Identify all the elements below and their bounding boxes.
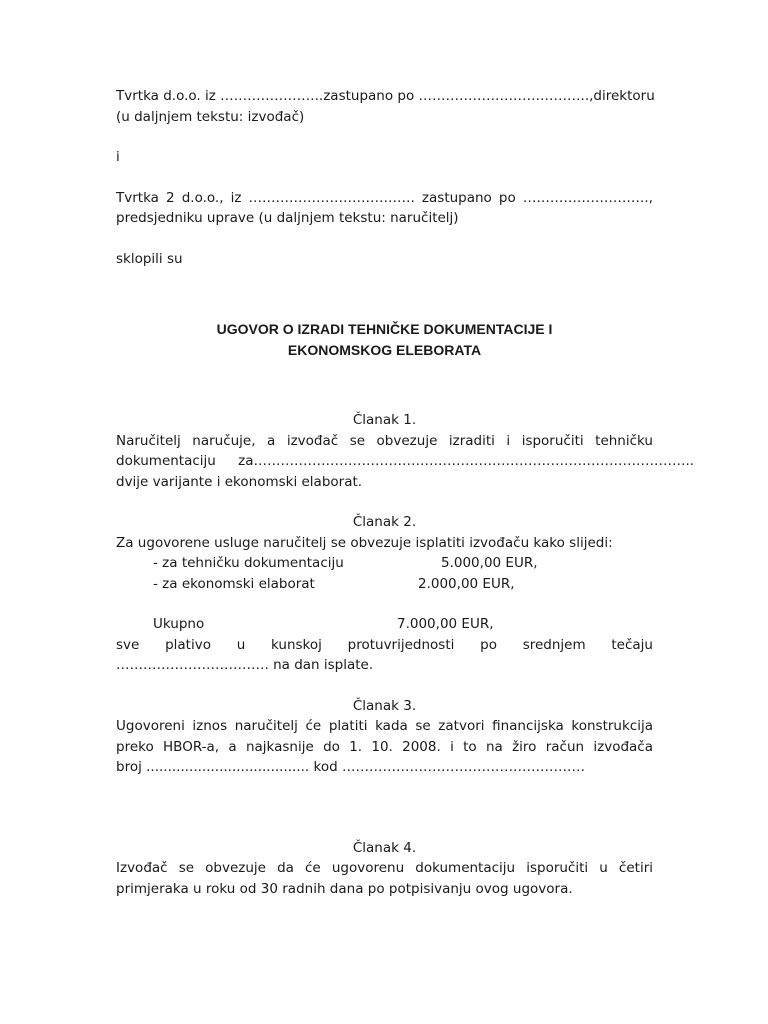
payment-word: protuvrijednosti	[347, 636, 455, 653]
contractor-role: direktoru	[593, 88, 655, 104]
payment-word: sve	[116, 636, 140, 653]
client-line-1	[116, 188, 653, 209]
payment-item-amount: 5.000,00 EUR,	[441, 555, 538, 571]
payment-word: tečaju	[611, 636, 653, 653]
client-word: zastupano	[421, 189, 492, 206]
article-2-intro: Za ugovorene usluge naručitelj se obvezuje isplatiti izvođaču kako slijedi:	[116, 534, 613, 551]
client-word: 2	[166, 189, 175, 206]
article-4-line-1: Izvođač se obvezuje da će ugovorenu dokumentaciju isporučiti u četiri	[116, 860, 653, 876]
article-4-heading: Članak 4.	[352, 839, 417, 856]
payment-total-amount: 7.000,00 EUR,	[397, 616, 494, 632]
article-1-text-a: dokumentaciju za	[116, 453, 254, 469]
client-word: d.o.o.,	[181, 189, 224, 206]
contract-title-line-2: EKONOMSKOG ELEBORATA	[287, 341, 482, 358]
article-1-heading: Članak 1.	[352, 412, 417, 428]
article-3-line-2: preko HBOR-a, a najkasnije do 1. 10. 2008. i to na žiro račun izvođača	[116, 738, 653, 755]
contractor-name: Tvrtka d.o.o. iz …………………..	[116, 88, 324, 104]
payment-item	[116, 574, 653, 595]
payment-line-1	[116, 635, 653, 656]
payment-word: kunskoj	[271, 636, 322, 653]
client-word: po	[498, 189, 516, 206]
article-1-text: Naručitelj naručuje, a izvođač se obvezuje izraditi i isporučiti tehničku	[116, 432, 653, 449]
conjunction: i	[116, 149, 120, 165]
article-1-line-1	[116, 431, 653, 452]
payment-word: srednjem	[522, 636, 586, 653]
payment-item	[116, 553, 653, 574]
contractor-line-1	[116, 86, 653, 107]
payment-line-2: ……………………………. na dan isplate.	[116, 657, 374, 673]
concluded-text: sklopili su	[116, 250, 183, 267]
contractor-representative: zastupano po ………………………………..,	[323, 88, 594, 104]
contract-title	[116, 319, 653, 360]
payment-word: po	[480, 636, 497, 653]
payment-word: plativo	[165, 636, 211, 653]
client-word: ……………………….,	[522, 189, 653, 206]
article-3-line-3: broj ...................................... kod ………………………………………………	[116, 759, 585, 775]
payment-item-label: - za ekonomski elaborat	[153, 575, 315, 592]
payment-total-label: Ukupno	[153, 616, 205, 632]
article-1-text-b: ……………………………………………………………………………………..	[253, 453, 695, 469]
contract-body	[116, 86, 695, 899]
client-line-2: predsjedniku uprave (u daljnjem tekstu: naručitelj)	[116, 210, 459, 226]
article-2-heading: Članak 2.	[352, 514, 417, 530]
payment-total	[116, 614, 653, 635]
client-word: iz	[230, 189, 242, 206]
client-word: ……………………………….	[248, 189, 415, 206]
article-3-line-1: Ugovoreni iznos naručitelj će platiti kada se zatvori financijska konstrukcija	[116, 718, 653, 734]
client-word: Tvrtka	[116, 189, 159, 206]
payment-word: u	[236, 636, 246, 653]
contractor-line-2: (u daljnjem tekstu: izvođač)	[116, 108, 305, 125]
payment-item-label: - za tehničku dokumentaciju	[153, 555, 344, 571]
contract-title-line-1: UGOVOR O IZRADI TEHNIČKE DOKUMENTACIJE I	[216, 321, 553, 337]
article-3-heading: Članak 3.	[352, 697, 417, 714]
article-1-line-3: dvije varijante i ekonomski elaborat.	[116, 473, 363, 490]
article-1-line-2	[116, 451, 695, 472]
payment-item-amount: 2.000,00 EUR,	[418, 575, 515, 592]
article-4-line-2: primjeraka u roku od 30 radnih dana po potpisivanju ovog ugovora.	[116, 880, 573, 897]
